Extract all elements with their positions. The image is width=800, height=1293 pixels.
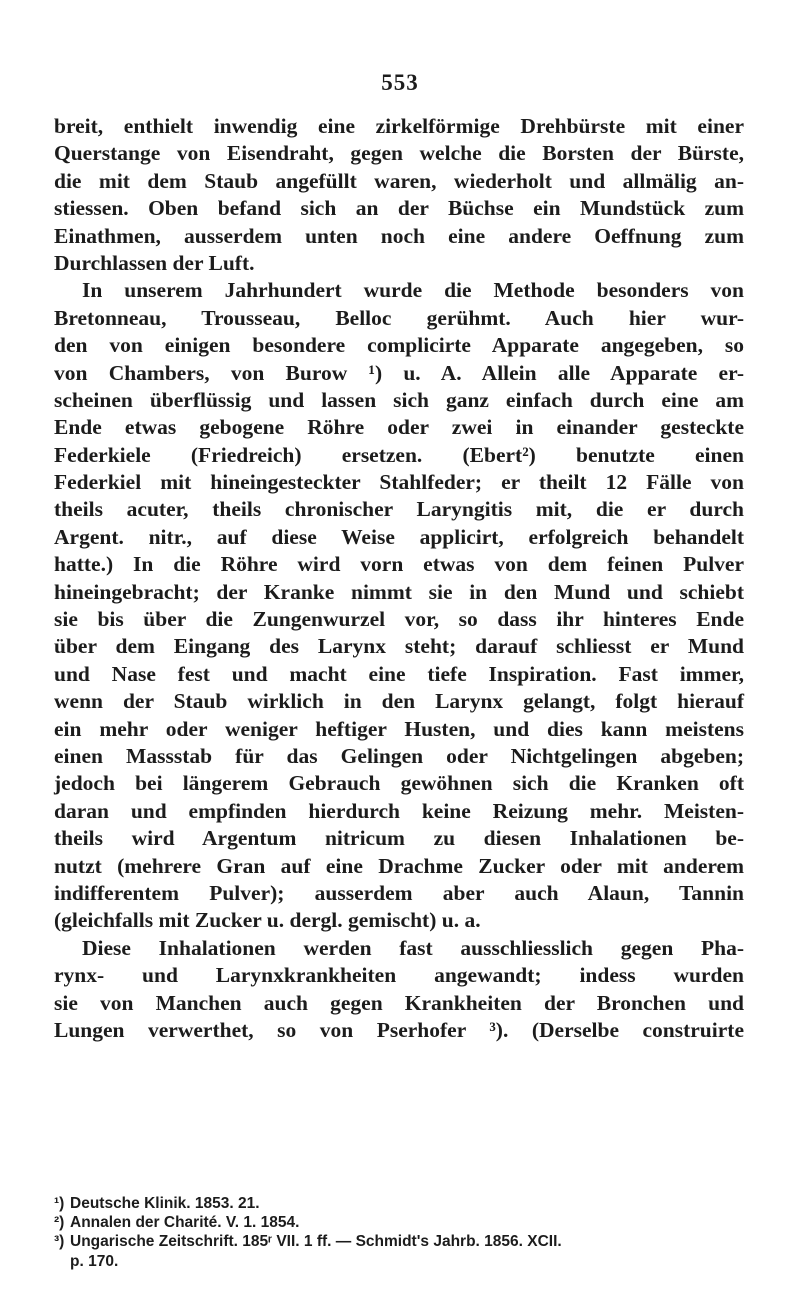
footnote-mark: ³) (54, 1233, 65, 1251)
text-line: die mit dem Staub angefüllt waren, wiederholt und allmälig an- (54, 168, 744, 193)
text-line: stiessen. Oben befand sich an der Büchse ein Mundstück zum (54, 196, 744, 221)
text-line: den von einigen besondere complicirte Apparate angegeben, so (54, 333, 744, 358)
text-line: und Nase fest und macht eine tiefe Inspiration. Fast immer, (54, 661, 744, 686)
text-line: jedoch bei längerem Gebrauch gewöhnen sich die Kranken oft (54, 771, 744, 796)
body-text (54, 113, 744, 1044)
text-line: Ende etwas gebogene Röhre oder zwei in einander gesteckte (54, 415, 744, 440)
footnote-mark: ²) (54, 1214, 65, 1232)
text-line: Diese Inhalationen werden fast ausschliesslich gegen Pha- (82, 935, 744, 960)
text-line: breit, enthielt inwendig eine zirkelförmige Drehbürste mit einer (54, 114, 744, 138)
text-line: Federkiele (Friedreich) ersetzen. (Ebert²) benutzte einen (54, 442, 744, 467)
footnote (54, 1194, 744, 1213)
text-line: scheinen überflüssig und lassen sich ganz einfach durch eine am (54, 387, 744, 412)
text-line: ein mehr oder weniger heftiger Husten, und dies kann meistens (54, 716, 744, 741)
text-line: Durchlassen der Luft. (54, 250, 255, 275)
footnote-text: Ungarische Zeitschrift. 185ʳ VII. 1 ff. — Schmidt's Jahrb. 1856. XCII. (70, 1233, 562, 1251)
text-line: nutzt (mehrere Gran auf eine Drachme Zucker oder mit anderem (54, 853, 744, 878)
footnote (54, 1213, 744, 1232)
text-line: theils wird Argentum nitricum zu diesen Inhalationen be- (54, 826, 744, 851)
text-line: sie bis über die Zungenwurzel vor, so dass ihr hinteres Ende (54, 607, 744, 632)
text-line: indifferentem Pulver); ausserdem aber auch Alaun, Tannin (54, 880, 744, 905)
footnote-text: Annalen der Charité. V. 1. 1854. (70, 1214, 300, 1232)
text-line: sie von Manchen auch gegen Krankheiten der Bronchen und (54, 990, 744, 1015)
text-line: In unserem Jahrhundert wurde die Methode besonders von (82, 278, 744, 303)
footnote (54, 1232, 744, 1251)
text-line: Querstange von Eisendraht, gegen welche die Borsten der Bürste, (54, 141, 744, 166)
text-line: theils acuter, theils chronischer Laryngitis mit, die er durch (54, 497, 744, 522)
page-number: 553 (381, 70, 419, 95)
text-line: von Chambers, von Burow ¹) u. A. Allein alle Apparate er- (54, 360, 744, 385)
text-line: daran und empfinden hierdurch keine Reizung mehr. Meisten- (54, 798, 744, 823)
footnote (54, 1252, 744, 1271)
text-line: Bretonneau, Trousseau, Belloc gerühmt. Auch hier wur- (54, 305, 744, 330)
text-line: Federkiel mit hineingesteckter Stahlfeder; er theilt 12 Fälle von (54, 470, 744, 495)
footnote-text: Deutsche Klinik. 1853. 21. (70, 1195, 260, 1212)
text-line: einen Massstab für das Gelingen oder Nichtgelingen abgeben; (54, 743, 744, 768)
text-line: über dem Eingang des Larynx steht; darauf schliesst er Mund (54, 634, 744, 659)
footnote-mark: ¹) (54, 1195, 65, 1212)
footnotes (54, 1194, 744, 1271)
text-line: rynx- und Larynxkrankheiten angewandt; indess wurden (54, 963, 744, 988)
text-line: hatte.) In die Röhre wird vorn etwas von dem feinen Pulver (54, 552, 744, 577)
footnote-text: p. 170. (70, 1252, 119, 1270)
text-line: Argent. nitr., auf diese Weise applicirt, erfolgreich behandelt (54, 524, 744, 549)
text-line: (gleichfalls mit Zucker u. dergl. gemischt) u. a. (54, 908, 481, 933)
text-line: Lungen verwerthet, so von Pserhofer ³). (Derselbe construirte (54, 1017, 744, 1042)
text-line: wenn der Staub wirklich in den Larynx gelangt, folgt hierauf (54, 689, 744, 714)
text-line: Einathmen, ausserdem unten noch eine andere Oeffnung zum (54, 223, 744, 248)
text-line: hineingebracht; der Kranke nimmt sie in den Mund und schiebt (54, 579, 744, 604)
